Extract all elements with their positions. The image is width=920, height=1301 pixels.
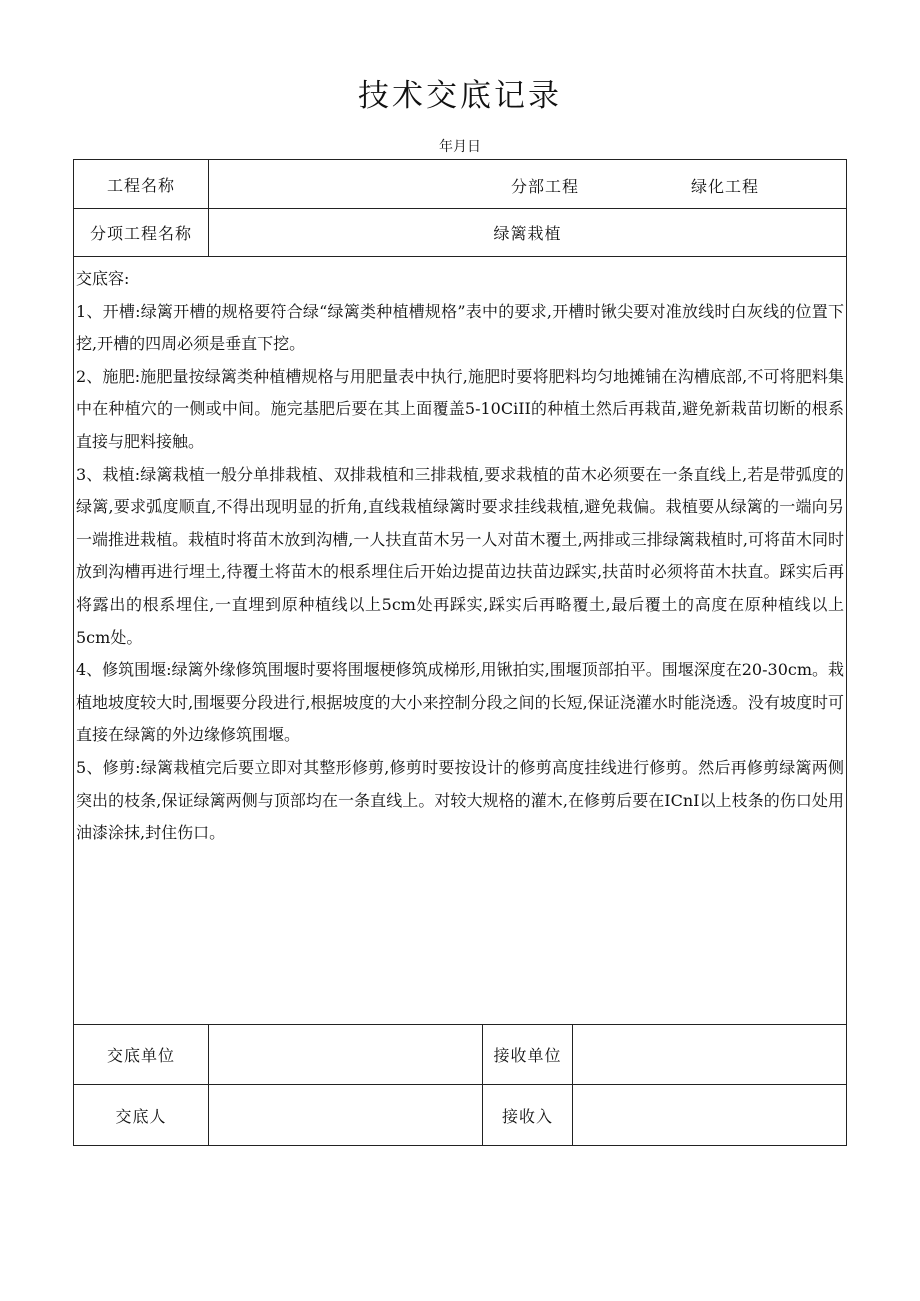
unit-row [74, 1025, 847, 1085]
content-item-3: 3、栽植:绿篱栽植一般分单排栽植、双排栽植和三排栽植,要求栽植的苗木必须要在一条直线上,若是带弧度的绿篱,要求弧度顺直,不得出现明显的折角,直线栽植绿篱时要求挂线栽植,避免栽偏。栽植要从绿篱的一端向另一端推进栽植。栽植时将苗木放到沟槽,一人扶直苗木另一人对苗木覆土,两排或三排绿篱栽植时,可将苗木同时放到沟槽再进行埋土,待覆土将苗木的根系埋住后开始边提苗边扶苗边踩实,扶苗时必须将苗木扶直。踩实后再将露出的根系埋住,一直埋到原种植线以上5cm处再踩实,踩实后再略覆土,最后覆土的高度在原种植线以上5cm处。 [76, 464, 845, 647]
record-table [73, 159, 847, 1146]
document-title: 技术交底记录 [358, 78, 562, 114]
receiver-label: 接收入 [501, 1106, 553, 1126]
project-name-cell[interactable] [209, 160, 847, 209]
sub-project-value: 绿化工程 [691, 177, 760, 196]
issuer-label: 交底人 [74, 1085, 209, 1146]
item-name-label: 分项工程名称 [74, 209, 209, 257]
receiving-unit-value[interactable] [573, 1025, 847, 1085]
item-name-row [74, 209, 847, 257]
item-name-value: 绿篱栽植 [209, 209, 847, 257]
receiving-unit-label-cell [483, 1025, 573, 1085]
content-cell [74, 257, 847, 1025]
issuing-unit-value[interactable] [209, 1025, 483, 1085]
receiving-unit-label: 接收单位 [493, 1046, 562, 1065]
issuer-value[interactable] [209, 1085, 483, 1146]
project-name-row [74, 160, 847, 209]
content-item-5: 5、修剪:绿篱栽植完后要立即对其整形修剪,修剪时要按设计的修剪高度挂线进行修剪。然后再修剪绿篱两侧突出的枝条,保证绿篱两侧与顶部均在一条直线上。对较大规格的灌木,在修剪后要在ICnI以上枝条的伤口处用油漆涂抹,封住伤口。 [76, 757, 845, 843]
content-heading: 交底容: [76, 269, 130, 288]
date-line: 年月日 [439, 139, 481, 155]
content-row [74, 257, 847, 1025]
receiver-value[interactable] [573, 1085, 847, 1146]
receiver-label-cell [483, 1085, 573, 1146]
person-row [74, 1085, 847, 1146]
content-item-4: 4、修筑围堰:绿篱外缘修筑围堰时要将围堰梗修筑成梯形,用锹拍实,围堰顶部拍平。围堰深度在20-30cm。栽植地坡度较大时,围堰要分段进行,根据坡度的大小来控制分段之间的长短,保证浇灌水时能浇透。没有坡度时可直接在绿篱的外边缘修筑围堰。 [76, 660, 845, 745]
project-name-label: 工程名称 [74, 160, 209, 209]
content-item-2: 2、施肥:施肥量按绿篱类种植槽规格与用肥量表中执行,施肥时要将肥料均匀地摊铺在沟槽底部,不可将肥料集中在种植穴的一侧或中间。施完基肥后要在其上面覆盖5-10CiII的种植土然后再栽苗,避免新栽苗切断的根系直接与肥料接触。 [76, 366, 845, 451]
content-block [74, 257, 846, 850]
content-item-1: 1、开槽:绿篱开槽的规格要符合绿“绿篱类种植槽规格”表中的要求,开槽时锹尖要对准放线时白灰线的位置下挖,开槽的四周必须是垂直下挖。 [76, 301, 845, 354]
issuing-unit-label: 交底单位 [74, 1025, 209, 1085]
sub-project-label: 分部工程 [511, 177, 580, 196]
